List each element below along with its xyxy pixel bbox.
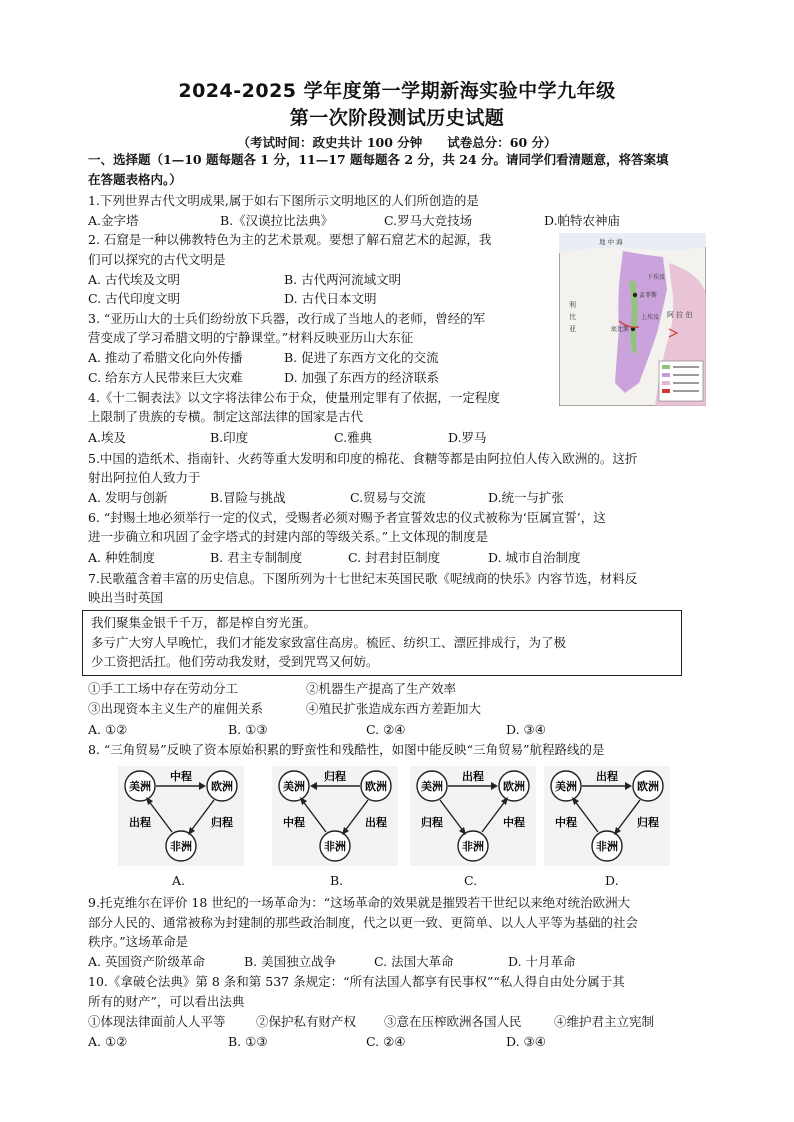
q10-option-b: B. ①③ bbox=[228, 1034, 268, 1049]
map-east-label: 阿 拉 伯 bbox=[667, 311, 693, 319]
map-upper-region: 下埃及 bbox=[647, 274, 666, 281]
map-west-label-1: 利 bbox=[569, 301, 576, 309]
q8-stem: 8. “三角贸易”反映了资本原始积累的野蛮性和残酷性，如图中能反映“三角贸易”航程路线的是 bbox=[88, 742, 605, 757]
q8b-right-node: 欧洲 bbox=[365, 780, 387, 793]
q8b-bottom-node: 非洲 bbox=[324, 840, 346, 853]
exam-title-line2: 第一次阶段测试历史试题 bbox=[289, 107, 505, 129]
q10-option-c: C. ②④ bbox=[366, 1034, 406, 1049]
section-heading-line1: 一、选择题（1—10 题每题各 1 分，11—17 题每题各 2 分，共 24 分。请同学们看清题意，将答案填 bbox=[88, 152, 669, 167]
map-sea-label: 地 中 海 bbox=[599, 238, 623, 246]
q5-stem-line2: 射出阿拉伯人致力于 bbox=[88, 470, 201, 485]
q9-option-d: D. 十月革命 bbox=[508, 954, 576, 969]
exam-info: （考试时间：政史共计 100 分钟 试卷总分：60 分） bbox=[237, 135, 557, 150]
q3-stem-line1: 3. “亚历山大的士兵们纷纷放下兵器，改行成了当地人的老师，曾经的军 bbox=[88, 311, 486, 326]
q10-item-1: ①体现法律面前人人平等 bbox=[88, 1014, 226, 1029]
q7-quote-box bbox=[82, 610, 682, 676]
q8-diagram-b bbox=[272, 766, 398, 866]
q8-diagram-d bbox=[544, 766, 670, 866]
q8-diagram-c bbox=[410, 766, 536, 866]
q8-diagram-a bbox=[118, 766, 244, 866]
q8b-left-leg: 中程 bbox=[283, 816, 305, 829]
q8a-right-node: 欧洲 bbox=[211, 780, 233, 793]
q8d-bottom-node: 非洲 bbox=[596, 840, 618, 853]
q8a-left-node: 美洲 bbox=[129, 780, 151, 793]
q8c-right-node: 欧洲 bbox=[503, 780, 525, 793]
q8c-left-leg: 归程 bbox=[421, 816, 443, 829]
q8b-left-node: 美洲 bbox=[283, 780, 305, 793]
q1-stem: 1.下列世界古代文明成果,属于如右下图所示文明地区的人们所创造的是 bbox=[88, 193, 479, 208]
q7-quote-line2: 多亏广大穷人早晚忙，我们才能发家致富住高房。梳匠、纺织工、漂匠排成行，为了极 bbox=[91, 635, 567, 650]
q8-label-a: A. bbox=[172, 873, 186, 888]
map-city-label: 孟菲斯 bbox=[639, 292, 658, 299]
q9-option-c: C. 法国大革命 bbox=[374, 954, 454, 969]
q4-stem-line2: 上限制了贵族的专横。制定这部法律的国家是古代 bbox=[88, 409, 364, 424]
q1-option-c: C.罗马大竞技场 bbox=[384, 213, 473, 228]
q8c-bottom-node: 非洲 bbox=[462, 840, 484, 853]
q5-option-c: C.贸易与交流 bbox=[350, 490, 426, 505]
q5-option-b: B.冒险与挑战 bbox=[210, 490, 286, 505]
q8d-top-leg: 出程 bbox=[596, 770, 618, 783]
q3-option-d: D. 加强了东西方的经济联系 bbox=[284, 370, 440, 385]
q1-option-b: B.《汉谟拉比法典》 bbox=[220, 213, 334, 228]
q6-stem-line2: 进一步确立和巩固了金字塔式的封建内部的等级关系。”上文体现的制度是 bbox=[88, 529, 489, 544]
q9-option-b: B. 美国独立战争 bbox=[244, 954, 337, 969]
q7-option-a: A. ①② bbox=[88, 722, 128, 737]
q8a-right-leg: 归程 bbox=[211, 816, 233, 829]
q10-option-a: A. ①② bbox=[88, 1034, 128, 1049]
q10-item-2: ②保护私有财产权 bbox=[256, 1014, 357, 1029]
q2-stem-line1: 2. 石窟是一种以佛教特色为主的艺术景观。要想了解石窟艺术的起源，我 bbox=[88, 232, 492, 247]
map-west-label-2: 比 bbox=[569, 313, 576, 321]
q8d-left-leg: 中程 bbox=[555, 816, 577, 829]
q4-option-d: D.罗马 bbox=[448, 430, 487, 445]
q7-item-2: ②机器生产提高了生产效率 bbox=[306, 681, 457, 696]
q8-label-b: B. bbox=[330, 873, 344, 888]
q8d-right-leg: 归程 bbox=[637, 816, 659, 829]
q6-option-b: B. 君主专制制度 bbox=[210, 550, 303, 565]
map-west-label-3: 亚 bbox=[569, 325, 576, 333]
section-heading-line2: 在答题表格内。） bbox=[88, 172, 182, 187]
q1-option-d: D.帕特农神庙 bbox=[544, 213, 621, 228]
q4-option-b: B.印度 bbox=[210, 430, 249, 445]
q10-stem-line2: 所有的财产”，可以看出法典 bbox=[88, 994, 245, 1009]
q4-stem-line1: 4.《十二铜表法》以文字将法律公布于众，使量刑定罪有了依据，一定程度 bbox=[88, 390, 500, 405]
q5-option-a: A. 发明与创新 bbox=[88, 490, 168, 505]
q6-option-d: D. 城市自治制度 bbox=[488, 550, 581, 565]
q8d-right-node: 欧洲 bbox=[637, 780, 659, 793]
q3-option-c: C. 给东方人民带来巨大灾难 bbox=[88, 370, 243, 385]
q10-option-d: D. ③④ bbox=[506, 1034, 546, 1049]
q7-option-c: C. ②④ bbox=[366, 722, 406, 737]
q5-stem-line1: 5.中国的造纸术、指南针、火药等重大发明和印度的棉花、食糖等都是由阿拉伯人传入欧洲的。这折 bbox=[88, 451, 638, 466]
q7-quote-line1: 我们聚集金银千千万，都是榨自穷光蛋。 bbox=[91, 615, 317, 630]
q2-option-d: D. 古代日本文明 bbox=[284, 291, 377, 306]
q10-item-3: ③意在压榨欧洲各国人民 bbox=[384, 1014, 522, 1029]
q6-option-a: A. 种姓制度 bbox=[88, 550, 155, 565]
q8-label-c: C. bbox=[464, 873, 478, 888]
q10-stem-line1: 10.《拿破仑法典》第 8 条和第 537 条规定：“所有法国人都享有民事权”“私人得自由处分属于其 bbox=[88, 974, 625, 989]
q7-stem-line1: 7.民歌蕴含着丰富的历史信息。下图所列为十七世纪末英国民歌《呢绒商的快乐》内容节选，材料反 bbox=[88, 571, 638, 586]
ancient-egypt-map bbox=[559, 233, 706, 406]
q7-quote-line3: 少工资把活扛。他们劳动我发财，受到咒骂又何妨。 bbox=[91, 654, 379, 669]
q4-option-c: C.雅典 bbox=[334, 430, 373, 445]
q6-stem-line1: 6. “封赐土地必须举行一定的仪式，受赐者必须对赐予者宣誓效忠的仪式被称为‘臣属宣誓’，这 bbox=[88, 510, 606, 525]
q8b-top-leg: 归程 bbox=[324, 770, 346, 783]
q10-item-4: ④维护君主立宪制 bbox=[554, 1014, 655, 1029]
q5-option-d: D.统一与扩张 bbox=[488, 490, 565, 505]
q8c-left-node: 美洲 bbox=[421, 780, 443, 793]
q6-option-c: C. 封君封臣制度 bbox=[348, 550, 441, 565]
q8b-right-leg: 出程 bbox=[365, 816, 387, 829]
q1-option-a: A.金字塔 bbox=[88, 213, 139, 228]
q9-stem-line3: 秩序。”这场革命是 bbox=[88, 934, 189, 949]
q7-stem-line2: 映出当时英国 bbox=[88, 590, 164, 605]
q2-stem-line2: 们可以探究的古代文明是 bbox=[88, 252, 226, 267]
q7-item-1: ①手工工场中存在劳动分工 bbox=[88, 681, 239, 696]
q8a-left-leg: 出程 bbox=[129, 816, 151, 829]
q2-option-b: B. 古代两河流域文明 bbox=[284, 272, 402, 287]
q3-stem-line2: 营变成了学习希腊文明的宁静课堂。”材料反映亚历山大东征 bbox=[88, 330, 414, 345]
q9-stem-line2: 部分人民的、通常被称为封建制的那些政治制度，代之以更一致、更简单、以人人平等为基础的社会 bbox=[88, 915, 639, 930]
q3-option-b: B. 促进了东西方文化的交流 bbox=[284, 350, 439, 365]
q9-stem-line1: 9.托克维尔在评价 18 世纪的一场革命为：“这场革命的效果就是摧毁若干世纪以来绝对统治欧洲大 bbox=[88, 895, 631, 910]
q9-option-a: A. 英国资产阶级革命 bbox=[88, 954, 205, 969]
q4-option-a: A.埃及 bbox=[88, 430, 127, 445]
q3-option-a: A. 推动了希腊文化向外传播 bbox=[88, 350, 243, 365]
q8-label-d: D. bbox=[605, 873, 619, 888]
q2-option-a: A. 古代埃及文明 bbox=[88, 272, 180, 287]
q8c-right-leg: 中程 bbox=[503, 816, 525, 829]
map-lower-region: 上埃及 bbox=[641, 314, 660, 321]
map-capital-label: 底比斯 bbox=[611, 326, 630, 333]
q2-option-c: C. 古代印度文明 bbox=[88, 291, 181, 306]
q7-option-d: D. ③④ bbox=[506, 722, 546, 737]
q8a-top-leg: 中程 bbox=[170, 770, 192, 783]
q8a-bottom-node: 非洲 bbox=[170, 840, 192, 853]
q7-item-4: ④殖民扩张造成东西方差距加大 bbox=[306, 701, 482, 716]
q7-option-b: B. ①③ bbox=[228, 722, 268, 737]
q8d-left-node: 美洲 bbox=[555, 780, 577, 793]
q8c-top-leg: 出程 bbox=[462, 770, 484, 783]
q7-item-3: ③出现资本主义生产的雇佣关系 bbox=[88, 701, 264, 716]
exam-title-line1: 2024-2025 学年度第一学期新海实验中学九年级 bbox=[178, 80, 616, 102]
